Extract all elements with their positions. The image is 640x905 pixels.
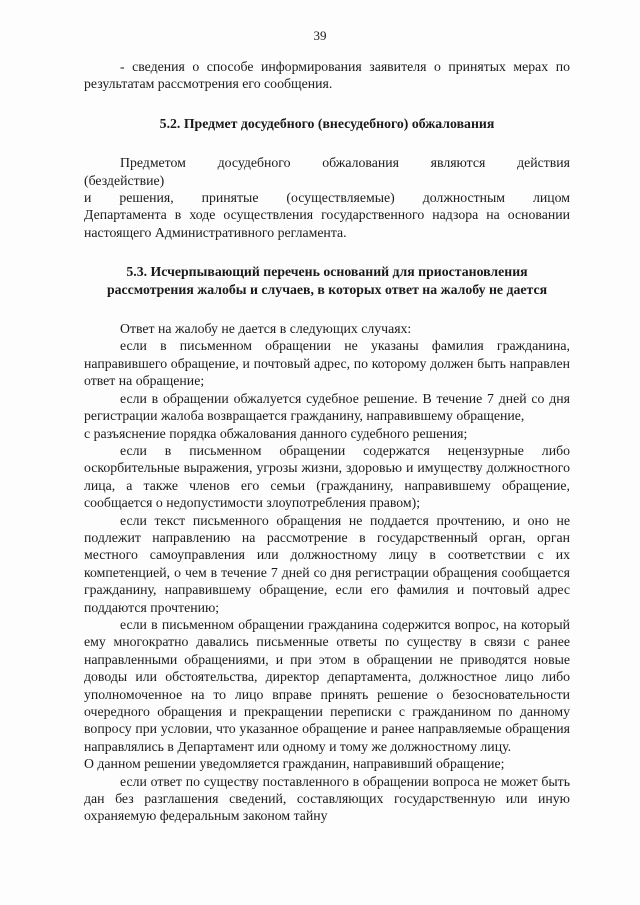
paragraph-case5: если в письменном обращении гражданина содержится вопрос, на который ему многократно давались письменные ответы по существу в связи с ранее направленными обращениями, и при этом в обращении не приводятся новые доводы или обстоятельства, директор департамента, должностное лицо либо уполномоченное на то лицо вправе принять решение о безосновательности очередного обращения и прекращении переписки с гражданином по данному вопросу при условии, что указанное обращение и ранее направляемые обращения направлялись в Департамент или одному и тому же должностному лицу. bbox=[84, 616, 570, 754]
section-5-2-line2: (бездействие) bbox=[84, 172, 165, 188]
page-content bbox=[84, 58, 570, 825]
paragraph-case1: если в письменном обращении не указаны фамилия гражданина, направившего обращение, и почтовый адрес, по которому должен быть направлен ответ на обращение; bbox=[84, 338, 570, 389]
paragraph-intro: Ответ на жалобу не дается в следующих случаях: bbox=[120, 321, 412, 337]
section-5-2-line4: Департамента в ходе осуществления государственного надзора на основании настоящего Административного регламента. bbox=[84, 207, 570, 240]
paragraph-case5-cont: О данном решении уведомляется гражданин, направивший обращение; bbox=[84, 756, 505, 772]
page-number: 39 bbox=[313, 28, 327, 43]
section-5-2-line1: Предметом досудебного обжалования являются действия bbox=[120, 155, 570, 171]
section-5-2-heading: 5.2. Предмет досудебного (внесудебного) обжалования bbox=[159, 115, 495, 131]
section-5-3-heading-line2: рассмотрения жалобы и случаев, в которых ответ на жалобу не дается bbox=[106, 281, 548, 297]
paragraph-case2-cont: с разъяснение порядка обжалования данного судебного решения; bbox=[84, 425, 468, 441]
paragraph-case4: если текст письменного обращения не поддается прочтению, и оно не подлежит направлению на рассмотрение в государственный орган, орган местного самоуправления или должностному лицу в соответствии с их компетенцией, о чем в течение 7 дней со дня регистрации обращения сообщается гражданину, направившему обращение, если его фамилия и почтовый адрес поддаются прочтению; bbox=[84, 512, 570, 615]
section-5-2-line3: и решения, принятые (осуществляемые) должностным лицом bbox=[84, 190, 570, 206]
paragraph-case6: если ответ по существу поставленного в обращении вопроса не может быть дан без разглашения сведений, составляющих государственную или иную охраняемую федеральным законом тайну bbox=[84, 773, 570, 824]
intro-paragraph: - сведения о способе информирования заявителя о принятых мерах по результатам рассмотрения его сообщения. bbox=[84, 59, 570, 92]
paragraph-case3: если в письменном обращении содержатся нецензурные либо оскорбительные выражения, угрозы жизни, здоровью и имуществу должностного лица, а также членов его семьи (гражданину, направившему обращение, сообщается о недопустимости злоупотребления правом); bbox=[84, 442, 570, 511]
paragraph-case2: если в обращении обжалуется судебное решение. В течение 7 дней со дня регистрации жалоба возвращается гражданину, направившему обращение, bbox=[84, 390, 570, 424]
section-5-3-heading-line1: 5.3. Исчерпывающий перечень оснований для приостановления bbox=[126, 264, 528, 280]
